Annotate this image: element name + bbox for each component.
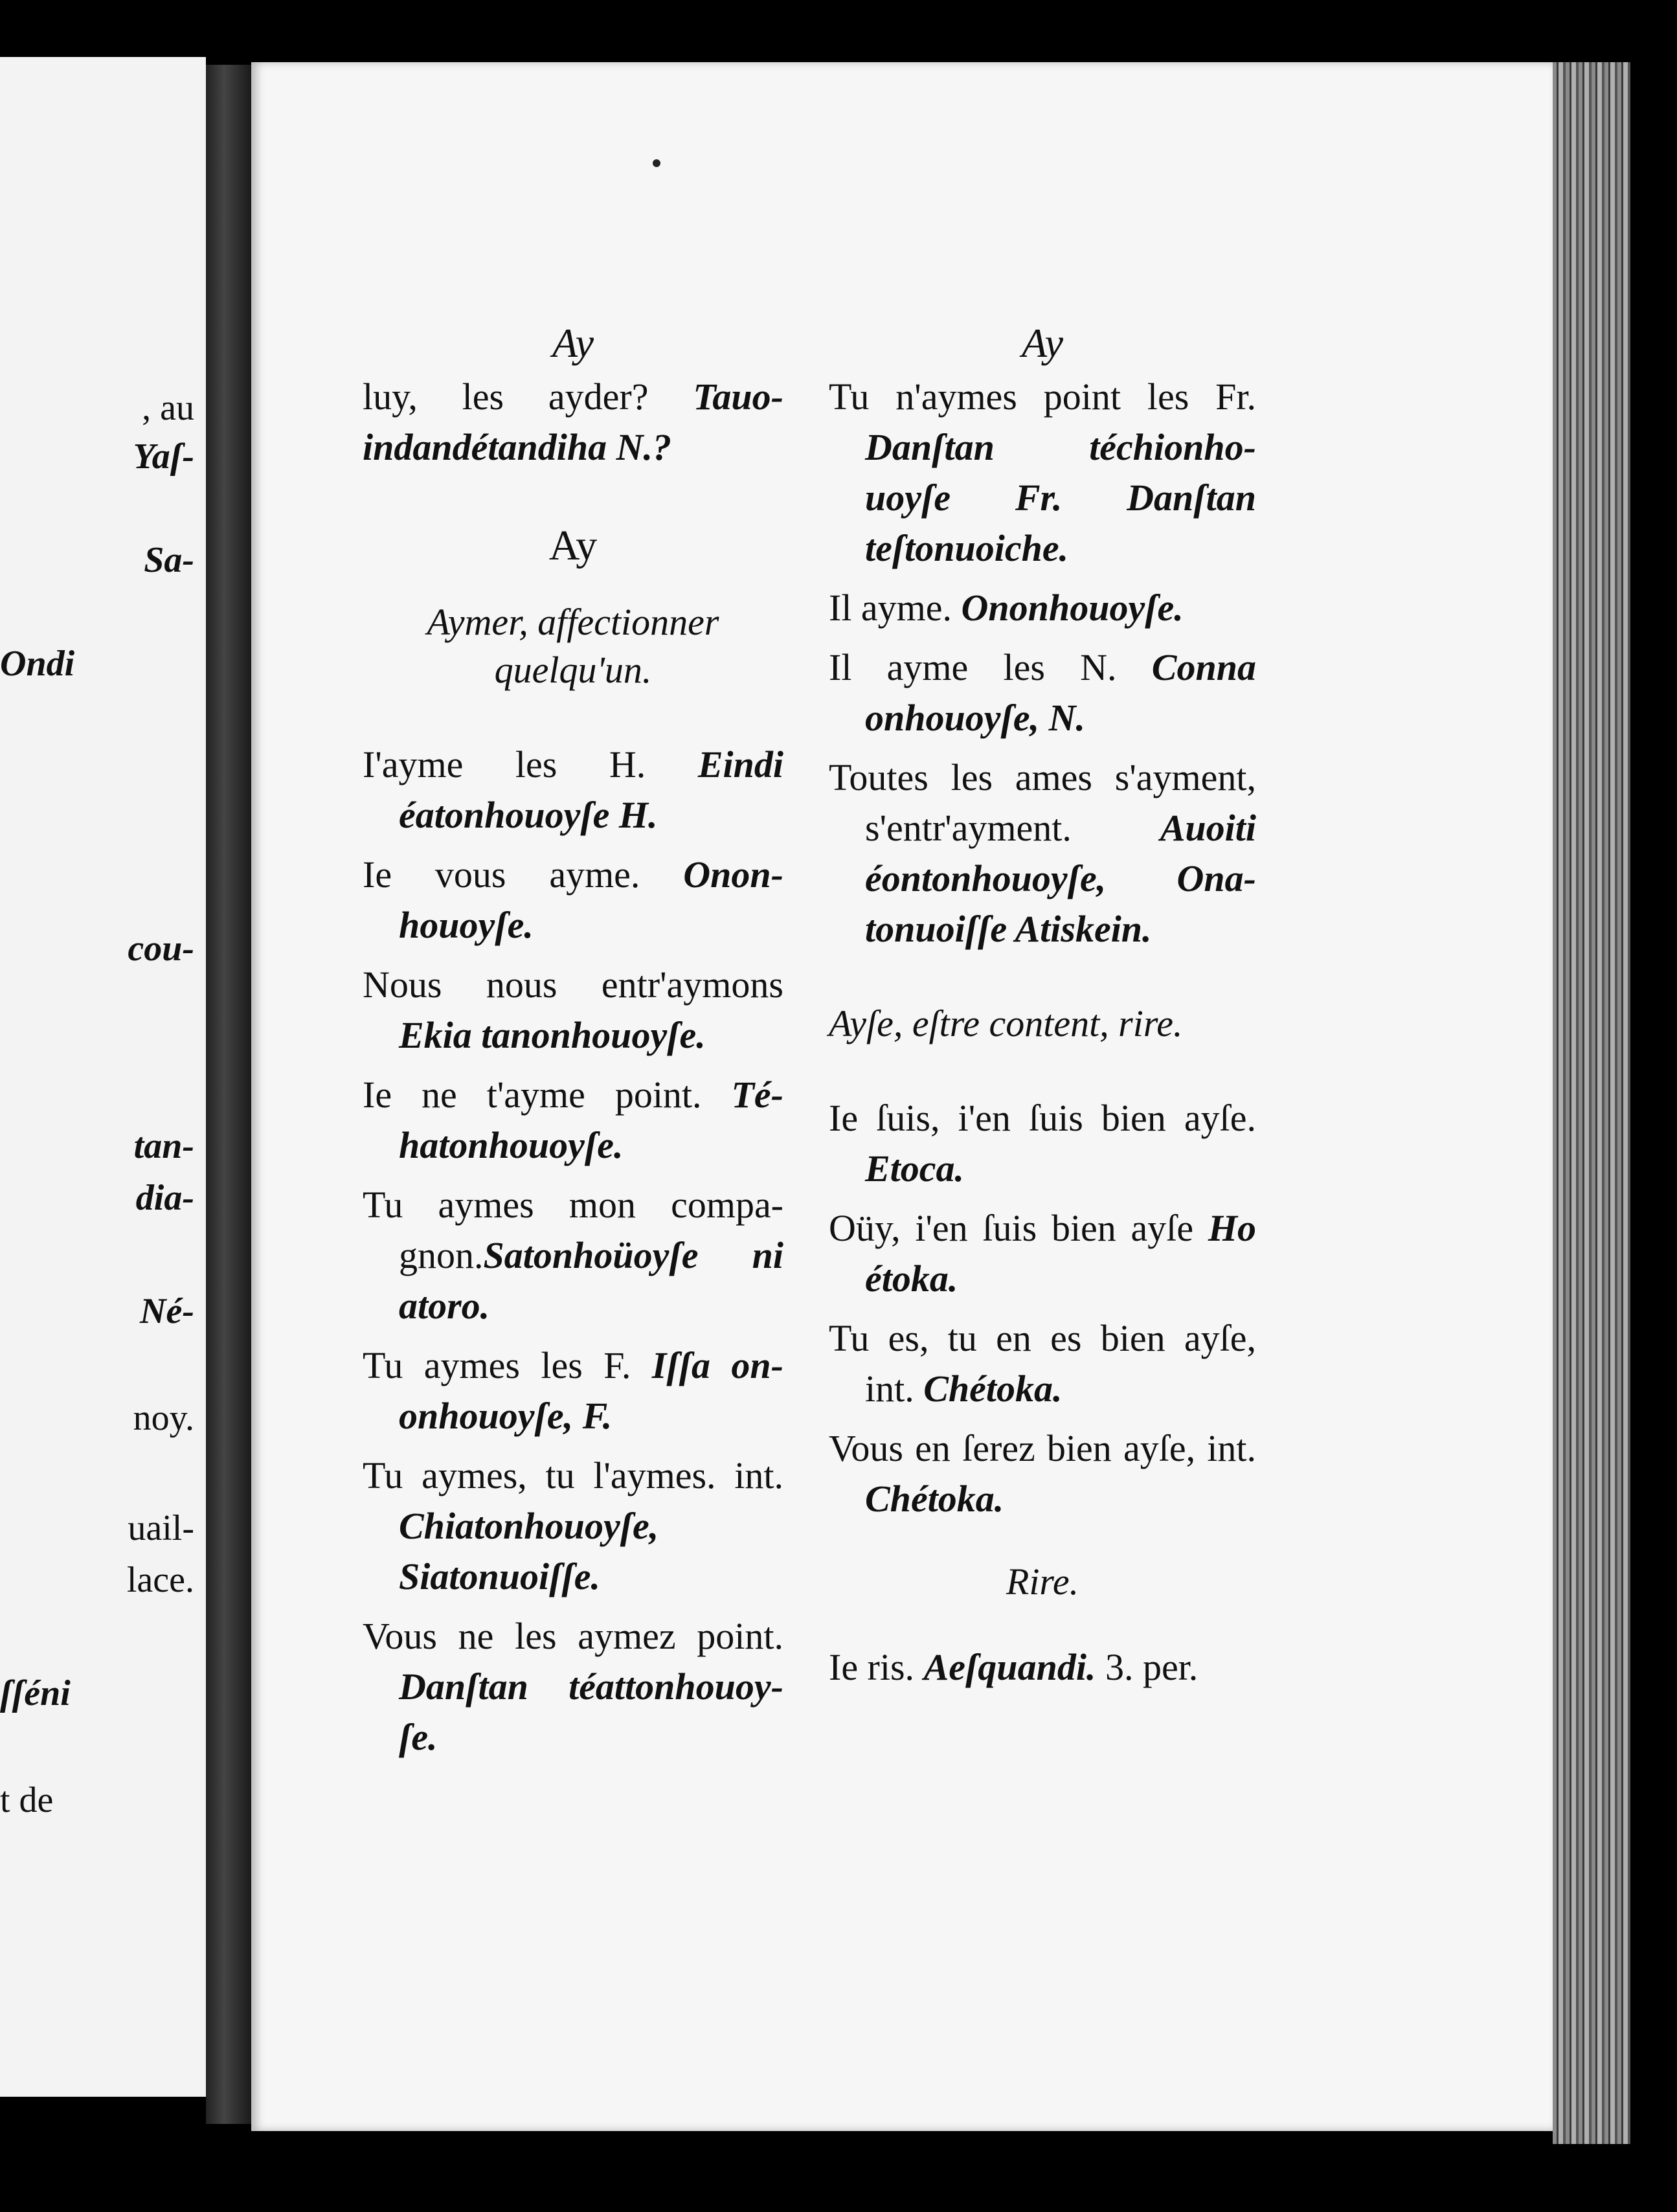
entry-native: Onon-houoyſe. [399,853,783,946]
continuation-entry [363,372,783,473]
entry-native: Conna onhouoyſe, N. [865,646,1256,739]
entry-french: Toutes les ames s'ayment, s'entr'ayment. [829,756,1256,849]
entry-tail: 3. per. [1096,1646,1199,1688]
running-head: Ay [1022,320,1063,366]
prev-text-fragment: cou- [128,929,194,969]
dictionary-entry [829,1093,1256,1194]
dictionary-entry [829,583,1256,633]
entry-native: Danſtan téattonhouoy-ſe. [399,1665,783,1758]
entries-list [829,1093,1256,1524]
subsection-title: Rire. [1006,1561,1079,1603]
dictionary-entry [363,960,783,1061]
dictionary-entry [829,752,1256,954]
dictionary-entry [363,739,783,841]
entry-french: Tu aymes mon compa-gnon. [363,1184,783,1276]
page-edges [1553,62,1630,2144]
prev-text-fragment: t de [0,1780,54,1820]
dictionary-entry [363,1450,783,1602]
dictionary-entry [829,1203,1256,1304]
entry-french: Ie ne t'ayme point. [363,1074,732,1116]
entry-native: Chétoka. [865,1478,1004,1520]
book-gutter [206,65,251,2124]
running-head: Ay [552,320,594,366]
entry-native: Aeſquandi. [923,1646,1096,1688]
entry-french: Tu es, tu en es bien ayſe, int. [829,1317,1256,1410]
prev-text-fragment: lace. [126,1560,194,1600]
entry-french: I'ayme les H. [363,743,698,785]
entry-native: Chétoka. [923,1368,1063,1410]
entry-french: Tu n'aymes point les Fr. [829,376,1256,418]
section-subtitle: Ayſe, eſtre content, rire. [829,1002,1183,1044]
prev-text-fragment: Né- [140,1291,194,1331]
entry-french: Vous en ſerez bien ayſe, int. [829,1427,1256,1469]
entry-french: Nous nous entr'aymons [363,964,783,1006]
entry-native: Etoca. [865,1147,965,1190]
prev-text-fragment: Ondi [0,644,75,684]
prev-text-fragment: ſſéni [0,1673,71,1713]
dictionary-entry [363,1340,783,1441]
prev-text-fragment: , au [142,388,194,428]
previous-page-fragment [0,57,206,2097]
entry-french: Tu aymes les F. [363,1344,652,1386]
entry-french: Ie ſuis, i'en ſuis bien ayſe. [829,1097,1256,1139]
dictionary-entry [363,1070,783,1171]
entry-french: Il ayme les N. [829,646,1152,688]
dictionary-entry [363,1180,783,1331]
prev-text-fragment: dia- [135,1178,194,1218]
prev-text-fragment: noy. [133,1398,194,1438]
entry-native: Auoiti éontonhouoyſe, Ona-tonuoiſſe Atiskein. [865,807,1256,950]
entry-french: Tu aymes, tu l'aymes. int. [363,1454,783,1496]
entry-french: Il ayme. [829,587,962,629]
ink-speck [653,159,660,167]
entry-native: Satonhoüoyſe ni atoro. [399,1234,783,1327]
left-column [363,317,783,1772]
dictionary-entry [829,1642,1256,1693]
prev-text-fragment: tan- [133,1126,194,1166]
entries-list [829,372,1256,954]
dictionary-entry [363,1611,783,1763]
prev-text-fragment: Yaſ- [133,436,194,477]
prev-text-fragment: Sa- [144,540,194,580]
entry-french: Vous ne les aymez point. [363,1615,783,1657]
entries-list [363,739,783,1763]
entry-native: Ho étoka. [865,1207,1256,1300]
dictionary-entry [829,1313,1256,1414]
dictionary-entry [829,372,1256,574]
entry-native: Ononhouoyſe. [961,587,1184,629]
entry-french: luy, les ayder? [363,376,693,418]
entry-native: Té-hatonhouoyſe. [399,1074,783,1166]
dictionary-entry [829,1423,1256,1524]
entry-native: Eindi éatonhouoyſe H. [399,743,783,836]
entry-native: Ekia tanonhouoyſe. [399,1014,706,1056]
entry-french: Oüy, i'en ſuis bien ayſe [829,1207,1208,1249]
section-title: Ay [548,522,598,569]
entry-native: Tauo-indandétandiha N.? [363,376,783,468]
prev-text-fragment: uail- [128,1508,194,1548]
right-column [829,317,1256,1702]
entry-native: Danſtan téchionho-uoyſe Fr. Danſtan teſtonuoiche. [865,426,1256,569]
dictionary-entry [363,850,783,951]
dictionary-entry [829,642,1256,743]
entry-native: Iſſa on-onhouoyſe, F. [399,1344,783,1437]
entry-native: Chiatonhouoyſe, Siatonuoiſſe. [399,1505,659,1597]
entry-french: Ie ris. [829,1646,924,1688]
entry-french: Ie vous ayme. [363,853,684,896]
section-subtitle: Aymer, affectionner quelqu'un. [427,601,719,691]
